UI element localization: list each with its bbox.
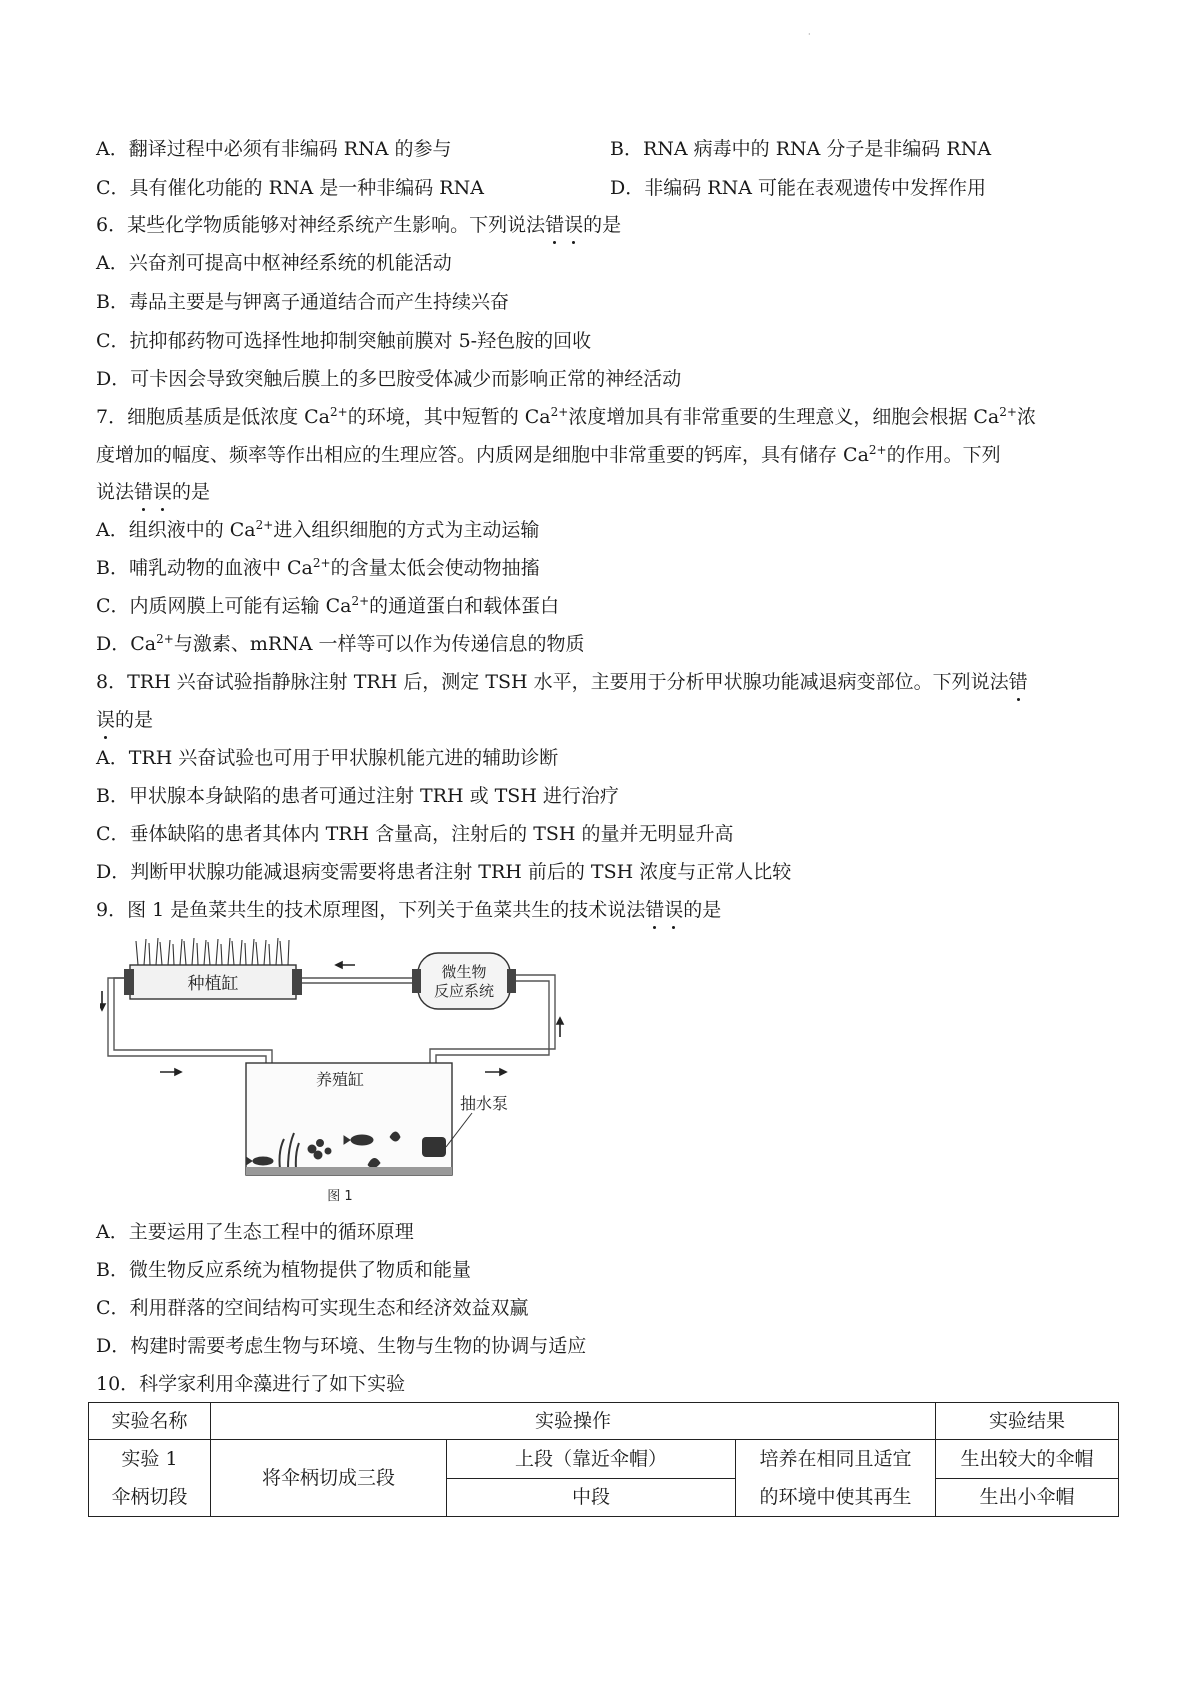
experiment-name-line: 实验 1 — [121, 1448, 178, 1470]
text-run: 度增加的幅度、频率等作出相应的生理应答。内质网是细胞中非常重要的钙库，具有储存 — [96, 444, 844, 466]
q5-option-b: B．RNA 病毒中的 RNA 分子是非编码 RNA — [610, 138, 992, 160]
q6-option-a: A．兴奋剂可提高中枢神经系统的机能活动 — [96, 252, 452, 274]
calcium-symbol: Ca — [843, 444, 869, 466]
arrowhead-right — [175, 1069, 181, 1075]
emphasis-dot-char: 错 — [1008, 671, 1028, 693]
charge-superscript: 2+ — [550, 405, 569, 419]
text-run: 的是 — [172, 481, 211, 503]
charge-superscript: 2+ — [868, 443, 887, 457]
text-run: 的含量太低会使动物抽搐 — [330, 557, 540, 579]
calcium-symbol: Ca — [325, 595, 352, 617]
text-run: 8．TRH 兴奋试验指静脉注射 TRH 后，测定 TSH 水平，主要用于分析甲状腺功能减退病变部位。下列说法 — [96, 671, 1009, 693]
charge-superscript: 2+ — [330, 405, 348, 419]
emphasis-dot-char: 错 — [545, 214, 565, 236]
text-run: D． — [96, 633, 131, 655]
arrowhead-up — [557, 1018, 563, 1024]
experiment-table — [88, 1402, 1119, 1517]
q5-option-a: A．翻译过程中必须有非编码 RNA 的参与 — [96, 138, 452, 160]
calcium-symbol: Ca — [304, 406, 331, 428]
text-run: 进入组织细胞的方式为主动运输 — [273, 519, 540, 541]
q9-stem — [96, 897, 721, 923]
fish-icon — [253, 1157, 273, 1165]
micro-system-label-2: 反应系统 — [433, 982, 495, 1000]
text-run: 9．图 1 是鱼菜共生的技术原理图，下列关于鱼菜共生的技术说法 — [96, 899, 646, 921]
q6-option-c: C．抗抑郁药物可选择性地抑制突触前膜对 5-羟色胺的回收 — [96, 330, 592, 352]
charge-superscript: 2+ — [156, 632, 174, 646]
result-cell: 生出较大的伞帽 — [936, 1440, 1119, 1479]
arrowhead-down — [100, 1004, 105, 1010]
q7-option-a — [96, 517, 539, 543]
q8-option-a: A．TRH 兴奋试验也可用于甲状腺机能亢进的辅助诊断 — [96, 747, 559, 769]
q8-option-b: B．甲状腺本身缺陷的患者可通过注射 TRH 或 TSH 进行治疗 — [96, 785, 619, 807]
coral-icon — [308, 1145, 316, 1153]
text-run: 的是 — [683, 899, 722, 921]
text-run: 的是 — [115, 709, 154, 731]
culture-cell — [736, 1440, 936, 1517]
top-mark: · — [808, 30, 811, 39]
header-cell: 实验名称 — [89, 1403, 211, 1440]
text-run: 7．细胞质基质是低浓度 — [96, 406, 305, 428]
q10-stem: 10．科学家利用伞藻进行了如下实验 — [96, 1373, 406, 1395]
text-run: 的环境，其中短暂的 — [347, 406, 525, 428]
plant-leaves — [136, 938, 289, 965]
calcium-symbol: Ca — [287, 557, 313, 579]
aquaponics-diagram-svg — [100, 935, 620, 1205]
segment-cell: 中段 — [447, 1478, 736, 1517]
q6-stem-pre: 6．某些化学物质能够对神经系统产生影响。下列说法 — [96, 214, 546, 236]
text-run: 浓 — [1016, 406, 1036, 428]
tank-gravel — [246, 1167, 452, 1175]
q8-stem-line1 — [96, 669, 1028, 695]
experiment-name-cell — [89, 1440, 211, 1517]
emphasis-dot-char: 误 — [664, 899, 684, 921]
calcium-symbol: Ca — [973, 406, 1000, 428]
q6-stem-post: 的是 — [583, 214, 622, 236]
q7-stem-line3 — [96, 479, 210, 505]
pump-icon — [422, 1137, 446, 1157]
q9-option-a: A．主要运用了生态工程中的循环原理 — [96, 1221, 414, 1243]
micro-endcap-right — [507, 969, 516, 993]
q9-option-c: C．利用群落的空间结构可实现生态和经济效益双赢 — [96, 1297, 529, 1319]
tank-endcap-left — [124, 969, 134, 995]
micro-system-body — [418, 953, 510, 1009]
calcium-symbol: Ca — [130, 633, 157, 655]
q8-stem-line2 — [96, 707, 153, 733]
fish-icon — [351, 1135, 373, 1145]
q6-stem — [96, 212, 621, 238]
text-run: C．内质网膜上可能有运输 — [96, 595, 326, 617]
micro-system-label-1: 微生物 — [441, 963, 487, 981]
q7-option-b — [96, 555, 540, 581]
text-run: 说法 — [96, 481, 135, 503]
q9-option-b: B．微生物反应系统为植物提供了物质和能量 — [96, 1259, 471, 1281]
q7-option-d — [96, 631, 585, 657]
q7-stem-line2 — [96, 442, 1001, 468]
arrowhead-right — [500, 1069, 506, 1075]
q7-option-c — [96, 593, 559, 619]
planting-tank-label: 种植缸 — [187, 974, 239, 994]
emphasis-dot-char: 误 — [153, 481, 173, 503]
calcium-symbol: Ca — [524, 406, 551, 428]
q6-option-b: B．毒品主要是与钾离子通道结合而产生持续兴奋 — [96, 291, 509, 313]
emphasis-dot-char: 误 — [96, 709, 116, 731]
text-run: 与激素、mRNA 一样等可以作为传递信息的物质 — [173, 633, 585, 655]
operation-cell: 将伞柄切成三段 — [211, 1440, 447, 1517]
figure-caption: 图 1 — [327, 1189, 353, 1204]
text-run: B．哺乳动物的血液中 — [96, 557, 288, 579]
emphasis-dot-char: 错 — [134, 481, 154, 503]
charge-superscript: 2+ — [999, 405, 1017, 419]
result-cell: 生出小伞帽 — [936, 1478, 1119, 1517]
header-cell: 实验结果 — [936, 1403, 1119, 1440]
table-row — [89, 1440, 1119, 1479]
emphasis-dot-char: 错 — [645, 899, 665, 921]
text-run: 的通道蛋白和载体蛋白 — [369, 595, 560, 617]
breeding-tank-label: 养殖缸 — [315, 1070, 365, 1089]
table-header-row — [89, 1403, 1119, 1440]
q6-option-d: D．可卡因会导致突触后膜上的多巴胺受体减少而影响正常的神经活动 — [96, 368, 682, 390]
segment-cell: 上段（靠近伞帽） — [447, 1440, 736, 1479]
culture-line: 的环境中使其再生 — [759, 1486, 912, 1508]
charge-superscript: 2+ — [351, 594, 370, 608]
header-cell: 实验操作 — [211, 1403, 936, 1440]
text-run: 的作用。下列 — [886, 444, 1001, 466]
pump-label: 抽水泵 — [460, 1094, 509, 1113]
micro-endcap-left — [412, 969, 421, 993]
q5-option-d: D．非编码 RNA 可能在表观遗传中发挥作用 — [610, 177, 986, 199]
culture-line: 培养在相同且适宜 — [759, 1448, 912, 1470]
experiment-name-line: 伞柄切段 — [111, 1486, 188, 1508]
q9-option-d: D．构建时需要考虑生物与环境、生物与生物的协调与适应 — [96, 1335, 587, 1357]
q7-stem-line1 — [96, 404, 1036, 430]
aquaponics-diagram — [100, 935, 620, 1205]
emphasis-dot-char: 误 — [564, 214, 584, 236]
charge-superscript: 2+ — [312, 556, 331, 570]
calcium-symbol: Ca — [229, 519, 256, 541]
text-run: 浓度增加具有非常重要的生理意义，细胞会根据 — [568, 406, 974, 428]
q8-option-c: C．垂体缺陷的患者其体内 TRH 含量高，注射后的 TSH 的量并无明显升高 — [96, 823, 734, 845]
tank-endcap-right — [292, 969, 302, 995]
q8-option-d: D．判断甲状腺功能减退病变需要将患者注射 TRH 前后的 TSH 浓度与正常人比较 — [96, 861, 792, 883]
arrowhead-left — [336, 962, 342, 968]
q5-option-c: C．具有催化功能的 RNA 是一种非编码 RNA — [96, 177, 484, 199]
text-run: A．组织液中的 — [96, 519, 230, 541]
charge-superscript: 2+ — [255, 518, 274, 532]
